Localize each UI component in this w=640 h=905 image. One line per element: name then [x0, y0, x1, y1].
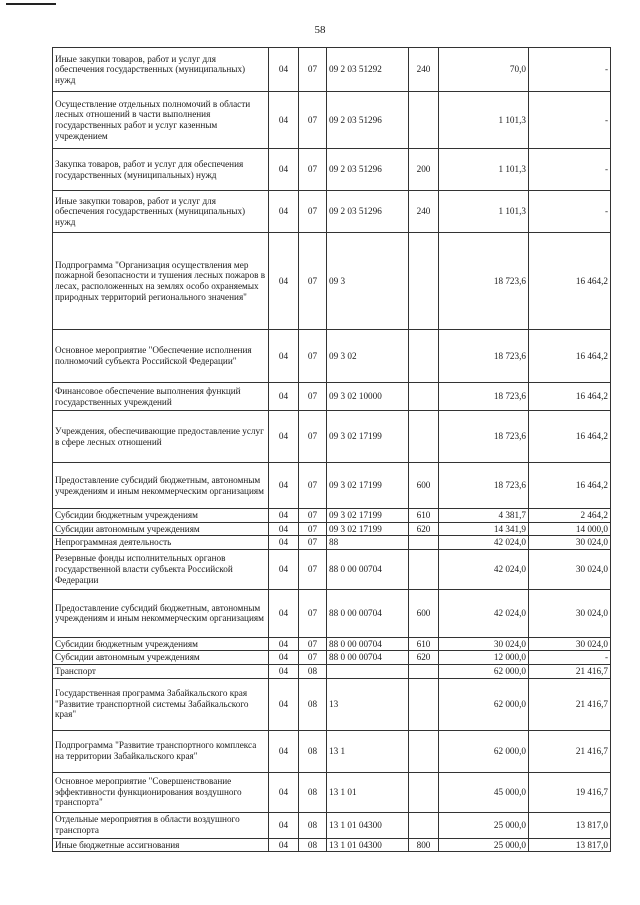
row-section-code: 04 — [269, 383, 299, 411]
row-section-code: 04 — [269, 233, 299, 330]
row-amount-2: 16 464,2 — [529, 383, 611, 411]
table-row — [53, 383, 611, 411]
row-section-code: 04 — [269, 92, 299, 149]
table-row — [53, 664, 611, 678]
row-target-article: 09 3 02 17199 — [327, 411, 409, 463]
row-expense-type — [409, 383, 439, 411]
row-expense-type: 620 — [409, 522, 439, 536]
row-subsection-code: 07 — [299, 48, 327, 92]
row-amount-1: 30 024,0 — [439, 637, 529, 651]
row-subsection-code: 07 — [299, 233, 327, 330]
row-expense-type — [409, 772, 439, 812]
row-section-code: 04 — [269, 463, 299, 509]
row-amount-1: 12 000,0 — [439, 651, 529, 665]
row-subsection-code: 07 — [299, 463, 327, 509]
row-subsection-code: 07 — [299, 92, 327, 149]
row-subsection-code: 08 — [299, 772, 327, 812]
row-expense-type: 610 — [409, 509, 439, 523]
row-expense-type — [409, 330, 439, 383]
row-section-code: 04 — [269, 549, 299, 589]
row-name: Государственная программа Забайкальского края "Развитие транспортной системы Забайкальского края" — [53, 678, 269, 730]
row-name: Предоставление субсидий бюджетным, автономным учреждениям и иным некоммерческим организациям — [53, 589, 269, 637]
row-expense-type: 600 — [409, 463, 439, 509]
row-expense-type — [409, 730, 439, 772]
row-subsection-code: 08 — [299, 838, 327, 852]
row-target-article: 09 2 03 51296 — [327, 191, 409, 233]
row-section-code: 04 — [269, 411, 299, 463]
row-amount-2: 14 000,0 — [529, 522, 611, 536]
row-expense-type: 800 — [409, 838, 439, 852]
table-row — [53, 233, 611, 330]
row-amount-2: 21 416,7 — [529, 678, 611, 730]
row-amount-2: 30 024,0 — [529, 637, 611, 651]
table-row — [53, 411, 611, 463]
row-amount-1: 18 723,6 — [439, 411, 529, 463]
row-amount-2: 30 024,0 — [529, 589, 611, 637]
row-expense-type — [409, 549, 439, 589]
table-row — [53, 772, 611, 812]
row-expense-type — [409, 92, 439, 149]
row-amount-1: 42 024,0 — [439, 536, 529, 550]
row-target-article: 88 0 00 00704 — [327, 549, 409, 589]
table-row — [53, 509, 611, 523]
row-section-code: 04 — [269, 838, 299, 852]
row-expense-type: 240 — [409, 48, 439, 92]
row-section-code: 04 — [269, 678, 299, 730]
table-row — [53, 92, 611, 149]
row-subsection-code: 07 — [299, 411, 327, 463]
row-name: Закупка товаров, работ и услуг для обеспечения государственных (муниципальных) нужд — [53, 149, 269, 191]
row-name: Иные закупки товаров, работ и услуг для обеспечения государственных (муниципальных) нужд — [53, 191, 269, 233]
row-target-article: 13 1 01 04300 — [327, 838, 409, 852]
corner-mark — [6, 3, 56, 5]
row-amount-2: 21 416,7 — [529, 664, 611, 678]
row-section-code: 04 — [269, 730, 299, 772]
row-amount-1: 18 723,6 — [439, 233, 529, 330]
row-name: Подпрограмма "Развитие транспортного комплекса на территории Забайкальского края" — [53, 730, 269, 772]
row-name: Предоставление субсидий бюджетным, автономным учреждениям и иным некоммерческим организациям — [53, 463, 269, 509]
row-target-article: 09 3 — [327, 233, 409, 330]
table-row — [53, 330, 611, 383]
row-section-code: 04 — [269, 191, 299, 233]
row-amount-2: 16 464,2 — [529, 411, 611, 463]
budget-table — [52, 47, 611, 852]
row-name: Подпрограмма "Организация осуществления мер пожарной безопасности и тушения лесных пожаров в лесах, расположенных на землях особо охраняемых природных территорий регионального значения" — [53, 233, 269, 330]
row-section-code: 04 — [269, 772, 299, 812]
row-target-article: 88 0 00 00704 — [327, 651, 409, 665]
row-amount-1: 18 723,6 — [439, 463, 529, 509]
row-amount-1: 18 723,6 — [439, 330, 529, 383]
row-subsection-code: 07 — [299, 191, 327, 233]
row-subsection-code: 08 — [299, 812, 327, 838]
row-amount-1: 62 000,0 — [439, 664, 529, 678]
row-name: Субсидии автономным учреждениям — [53, 522, 269, 536]
table-row — [53, 549, 611, 589]
row-subsection-code: 08 — [299, 664, 327, 678]
table-row — [53, 812, 611, 838]
row-target-article: 13 1 — [327, 730, 409, 772]
row-section-code: 04 — [269, 812, 299, 838]
row-expense-type: 620 — [409, 651, 439, 665]
row-expense-type: 200 — [409, 149, 439, 191]
row-amount-1: 1 101,3 — [439, 149, 529, 191]
row-amount-1: 45 000,0 — [439, 772, 529, 812]
table-row — [53, 678, 611, 730]
row-amount-1: 1 101,3 — [439, 191, 529, 233]
row-target-article: 13 1 01 04300 — [327, 812, 409, 838]
row-name: Отдельные мероприятия в области воздушного транспорта — [53, 812, 269, 838]
row-target-article: 88 0 00 00704 — [327, 589, 409, 637]
table-row — [53, 48, 611, 92]
row-amount-1: 14 341,9 — [439, 522, 529, 536]
row-subsection-code: 07 — [299, 509, 327, 523]
row-section-code: 04 — [269, 651, 299, 665]
row-section-code: 04 — [269, 664, 299, 678]
row-expense-type — [409, 664, 439, 678]
row-amount-1: 25 000,0 — [439, 838, 529, 852]
row-target-article: 09 3 02 17199 — [327, 463, 409, 509]
page-number: 58 — [314, 24, 326, 36]
row-amount-2: 30 024,0 — [529, 549, 611, 589]
row-name: Непрограммная деятельность — [53, 536, 269, 550]
row-target-article: 09 3 02 10000 — [327, 383, 409, 411]
row-name: Иные закупки товаров, работ и услуг для обеспечения государственных (муниципальных) нужд — [53, 48, 269, 92]
row-amount-1: 70,0 — [439, 48, 529, 92]
row-amount-2: - — [529, 48, 611, 92]
table-row — [53, 536, 611, 550]
row-amount-1: 18 723,6 — [439, 383, 529, 411]
row-amount-2: 19 416,7 — [529, 772, 611, 812]
row-name: Транспорт — [53, 664, 269, 678]
row-section-code: 04 — [269, 589, 299, 637]
row-amount-1: 4 381,7 — [439, 509, 529, 523]
row-name: Субсидии бюджетным учреждениям — [53, 509, 269, 523]
row-subsection-code: 07 — [299, 651, 327, 665]
table-row — [53, 522, 611, 536]
row-section-code: 04 — [269, 509, 299, 523]
table-row — [53, 149, 611, 191]
row-section-code: 04 — [269, 536, 299, 550]
row-name: Резервные фонды исполнительных органов государственной власти субъекта Российской Федерации — [53, 549, 269, 589]
row-amount-1: 25 000,0 — [439, 812, 529, 838]
budget-table-body — [53, 48, 611, 852]
row-expense-type — [409, 233, 439, 330]
table-row — [53, 589, 611, 637]
row-amount-2: 16 464,2 — [529, 330, 611, 383]
row-subsection-code: 07 — [299, 330, 327, 383]
row-target-article: 09 2 03 51292 — [327, 48, 409, 92]
row-amount-1: 1 101,3 — [439, 92, 529, 149]
row-name: Субсидии автономным учреждениям — [53, 651, 269, 665]
row-subsection-code: 07 — [299, 549, 327, 589]
row-name: Иные бюджетные ассигнования — [53, 838, 269, 852]
table-row — [53, 730, 611, 772]
row-target-article: 09 3 02 — [327, 330, 409, 383]
row-section-code: 04 — [269, 149, 299, 191]
row-subsection-code: 07 — [299, 589, 327, 637]
row-target-article: 13 1 01 — [327, 772, 409, 812]
row-name: Основное мероприятие "Совершенствование эффективности функционирования воздушного транспорта" — [53, 772, 269, 812]
row-amount-2: - — [529, 92, 611, 149]
row-subsection-code: 08 — [299, 730, 327, 772]
row-name: Финансовое обеспечение выполнения функций государственных учреждений — [53, 383, 269, 411]
row-expense-type — [409, 536, 439, 550]
table-row — [53, 463, 611, 509]
row-amount-2: - — [529, 149, 611, 191]
row-section-code: 04 — [269, 637, 299, 651]
row-expense-type — [409, 678, 439, 730]
row-amount-1: 42 024,0 — [439, 589, 529, 637]
row-target-article: 88 0 00 00704 — [327, 637, 409, 651]
row-amount-1: 62 000,0 — [439, 730, 529, 772]
row-amount-2: 16 464,2 — [529, 233, 611, 330]
row-expense-type: 240 — [409, 191, 439, 233]
table-row — [53, 651, 611, 665]
row-amount-2: - — [529, 651, 611, 665]
row-section-code: 04 — [269, 522, 299, 536]
row-subsection-code: 07 — [299, 383, 327, 411]
row-subsection-code: 07 — [299, 149, 327, 191]
row-expense-type: 610 — [409, 637, 439, 651]
row-amount-2: 30 024,0 — [529, 536, 611, 550]
row-amount-1: 42 024,0 — [439, 549, 529, 589]
row-expense-type: 600 — [409, 589, 439, 637]
row-section-code: 04 — [269, 48, 299, 92]
row-target-article — [327, 664, 409, 678]
row-target-article: 09 3 02 17199 — [327, 522, 409, 536]
row-name: Субсидии бюджетным учреждениям — [53, 637, 269, 651]
row-amount-2: 21 416,7 — [529, 730, 611, 772]
table-row — [53, 637, 611, 651]
row-target-article: 09 2 03 51296 — [327, 92, 409, 149]
row-expense-type — [409, 411, 439, 463]
row-target-article: 13 — [327, 678, 409, 730]
row-amount-2: 2 464,2 — [529, 509, 611, 523]
row-subsection-code: 07 — [299, 536, 327, 550]
row-name: Учреждения, обеспечивающие предоставление услуг в сфере лесных отношений — [53, 411, 269, 463]
row-subsection-code: 08 — [299, 678, 327, 730]
row-amount-2: 13 817,0 — [529, 812, 611, 838]
row-amount-2: - — [529, 191, 611, 233]
row-amount-1: 62 000,0 — [439, 678, 529, 730]
row-expense-type — [409, 812, 439, 838]
row-target-article: 88 — [327, 536, 409, 550]
row-target-article: 09 2 03 51296 — [327, 149, 409, 191]
row-name: Основное мероприятие "Обеспечение исполнения полномочий субъекта Российской Федерации" — [53, 330, 269, 383]
row-subsection-code: 07 — [299, 522, 327, 536]
row-target-article: 09 3 02 17199 — [327, 509, 409, 523]
table-row — [53, 838, 611, 852]
row-name: Осуществление отдельных полномочий в области лесных отношений в части выполнения государственных работ и услуг казенным учреждением — [53, 92, 269, 149]
table-row — [53, 191, 611, 233]
row-subsection-code: 07 — [299, 637, 327, 651]
row-amount-2: 16 464,2 — [529, 463, 611, 509]
row-section-code: 04 — [269, 330, 299, 383]
row-amount-2: 13 817,0 — [529, 838, 611, 852]
